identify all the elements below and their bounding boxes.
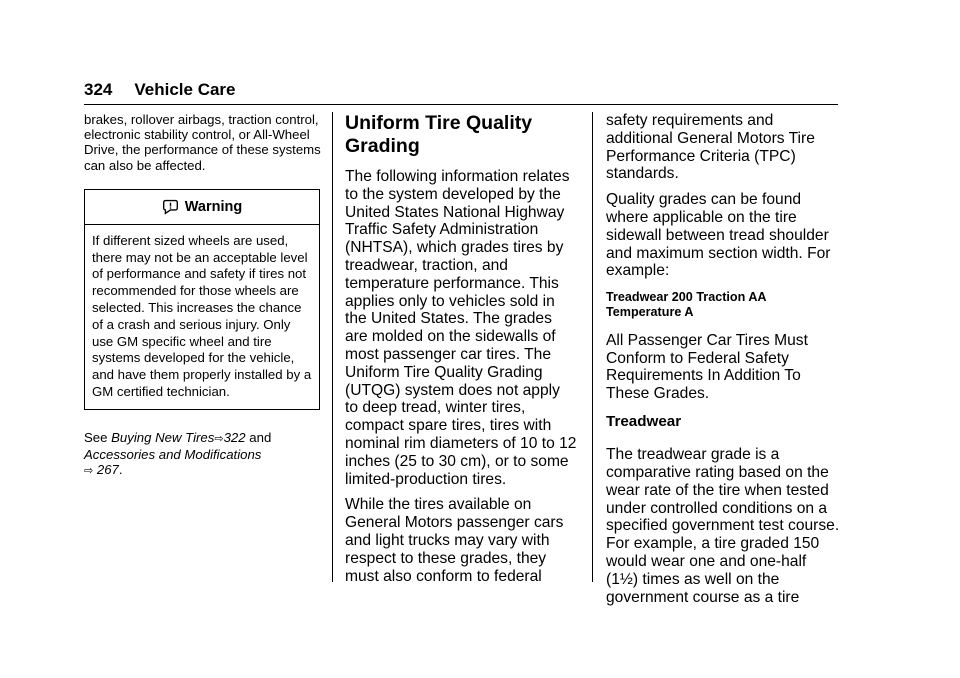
page-ref-322[interactable]: 322 (223, 429, 246, 445)
paragraph-tpc: safety requirements and additional General Motors Tire Performance Criteria (TPC) standards. (606, 112, 815, 183)
section-title: Vehicle Care (134, 80, 236, 99)
page-header (84, 80, 236, 104)
paragraph-treadwear: The treadwear grade is a comparative rating based on the wear rate of the tire when tested under controlled conditions on a specified government test course. For example, a tire graded 150 would wear one and one-half (1½) times as well on the government course as a tire (606, 446, 840, 606)
column-divider-2 (592, 112, 593, 582)
notice-federal: All Passenger Car Tires Must Conform to Federal Safety Requirements In Addition To These Grades. (606, 331, 808, 403)
column-3 (606, 112, 842, 606)
paragraph-gm-tires: While the tires available on General Motors passenger cars and light trucks may vary with respect to these grades, they must also conform to federal (345, 496, 564, 585)
warning-icon (162, 198, 179, 215)
header-rule (84, 104, 838, 105)
paragraph-quality-grades: Quality grades can be found where applicable on the tire sidewall between tread shoulder and maximum section width. For example: (606, 191, 831, 280)
see-also: See Buying New Tires⇨322 and Accessories and Modifications ⇨ 267. (84, 429, 272, 478)
warning-header (85, 190, 319, 225)
link-buying-new-tires[interactable]: Buying New Tires (111, 429, 215, 445)
page-number: 324 (84, 80, 113, 99)
column-divider-1 (332, 112, 333, 582)
paragraph-utqg-intro: The following information relates to the system developed by the United States National Highway Traffic Safety Administration (NHTSA), which grades tires by treadwear, traction, and temperature performance. This applies only to vehicles sold in the United States. The grades are molded on the sidewalls of most passenger car tires. The Uniform Tire Quality Grading (UTQG) system does not apply to deep tread, winter tires, compact spare tires, tires with nominal rim diameters of 10 to 12 inches (25 to 30 cm), or to some limited-production tires. (345, 168, 577, 488)
link-accessories-modifications[interactable]: Accessories and Modifications (84, 446, 262, 462)
intro-paragraph: brakes, rollover airbags, traction control, electronic stability control, or All-Wheel Drive, the performance of these systems can also be affected. (84, 112, 321, 173)
column-2 (345, 112, 577, 585)
heading-treadwear: Treadwear (606, 412, 682, 430)
warning-title: Warning (184, 198, 243, 215)
heading-utqg: Uniform Tire Quality Grading (345, 112, 533, 157)
page-ref-arrow-icon: ⇨ (84, 465, 94, 478)
example-grade: Treadwear 200 Traction AA Temperature A (606, 290, 767, 319)
warning-text: If different sized wheels are used, there may not be an acceptable level of performance and safety if tires not recommended for those wheels are selected. This increases the chance of a crash and serious injury. Only use GM specific wheel and tire systems developed for the vehicle, and have them properly installed by a GM certified technician. (92, 232, 312, 399)
page-ref-267[interactable]: 267 (96, 462, 119, 478)
warning-box (84, 189, 320, 410)
page-ref-arrow-icon: ⇨ (214, 432, 224, 445)
column-1 (84, 112, 322, 479)
